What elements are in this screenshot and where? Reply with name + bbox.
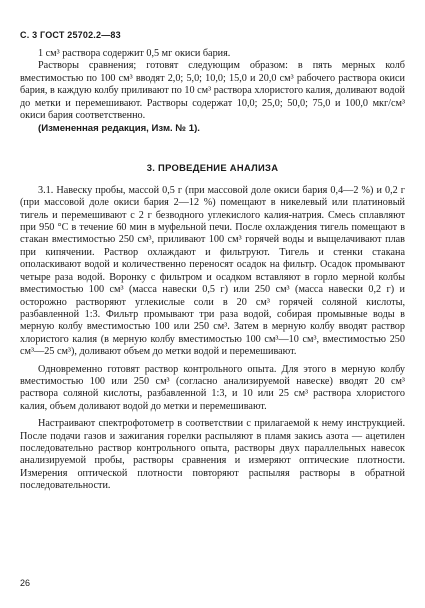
paragraph-procedure: 3.1. Навеску пробы, массой 0,5 г (при массовой доле окиси бария 0,4—2 %) и 0,2 г (при массовой доле окиси бария 2—12 %) помещают в никелевый или платиновый тигель и перемешивают с 2 г безводного углекислого калия-натрия. Смесь сплавляют при 950 °С в течение 60 мин в муфельной печи. После охлаждения тигель помещают в стакан вместимостью 250 см³, приливают 100 см³ горячей воды и выщелачивают плав при кипячении. Раствор охлаждают и фильтруют. Тигель и стенки стакана ополаскивают водой и количественно переносят осадок на фильтр. Осадок промывают четыре раза водой. Воронку с фильтром и осадком вставляют в горло мерной колбы вместимостью 100 см³ (масса навески 0,5 г) или 250 см³ (масса навески 0,2 г) и осторожно растворяют углекислые соли в 20 см³ горячей соляной кислоты, разбавленной 1:3. Фильтр промывают три раза водой, собирая промывные воды в мерную колбу вместимостью 100 или 250 см³. Затем в мерную колбу вводят раствор хлористого калия (в мерную колбу вместимостью 100 см³—10 см³, вместимостью 250 см³—25 см³), доливают объем до метки водой и перемешивают. <box>20 184 405 358</box>
page-number: 26 <box>20 578 31 588</box>
paragraph-control-experiment: Одновременно готовят раствор контрольного опыта. Для этого в мерную колбу вместимостью 100 или 250 см³ (согласно анализируемой навеске) вводят 20 см³ раствора соляной кислоты, разбавленной 1:3, и 10 или 25 см³ раствора хлористого калия, объем доливают водой до метки и перемешивают. <box>20 363 405 412</box>
page-header: С. 3 ГОСТ 25702.2—83 <box>20 30 121 40</box>
paragraph-concentration: 1 см³ раствора содержит 0,5 мг окиси бария. <box>38 48 231 59</box>
paragraph-reference-solutions: Растворы сравнения; готовят следующим образом: в пять мерных колб вместимостью по 100 см³ вводят 2,0; 5,0; 10,0; 15,0 и 20,0 см³ рабочего раствора окиси бария, в каждую колбу приливают по 10 см³ раствора хлористого калия, доливают водой до метки и перемешивают. Растворы содержат 10,0; 25,0; 50,0; 75,0 и 100,0 мкг/см³ окиси бария соответственно. <box>20 60 405 122</box>
document-page <box>20 30 405 590</box>
section-title: 3. ПРОВЕДЕНИЕ АНАЛИЗА <box>146 161 279 173</box>
amendment-note: (Измененная редакция, Изм. № 1). <box>38 123 200 135</box>
paragraph-spectrophotometer: Настраивают спектрофотометр в соответствии с прилагаемой к нему инструкцией. После подачи газов и зажигания горелки распыляют в пламя закись азота — ацетилен последовательно раствор контрольного опыта, растворы двух параллельных навесок анализируемой пробы, растворы сравнения и измеряют оптические плотности. Измерения оптической плотности повторяют распыляя растворы в обратной последовательности. <box>20 418 405 492</box>
